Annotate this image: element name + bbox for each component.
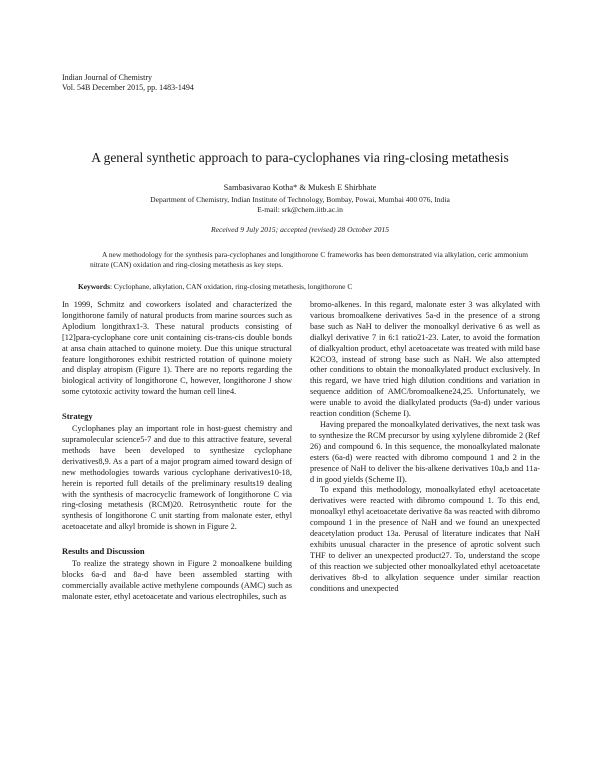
received-dates: Received 9 July 2015; accepted (revised) 28 October 2015: [210, 225, 390, 234]
keywords-label: Keywords: [78, 282, 111, 291]
left-column: [62, 300, 292, 603]
keywords: [78, 282, 528, 292]
affiliation-email: E-mail: srk@chem.iitb.ac.in: [257, 205, 343, 214]
right-paragraph-2: Having prepared the monoalkylated derivatives, the next task was to synthesize the RCM precursor by using xylylene dibromide 2 (Ref 26) and compound 6. In this sequence, the monoalkylated malonate esters (6a-d) were reacted with dibromo compound 1 and 2 in the presence of NaH to deliver the bis-alkene derivatives 10a,b and 11a-d in good yields (Scheme II).: [310, 419, 540, 484]
results-paragraph: To realize the strategy shown in Figure 2 monoalkene building blocks 6a-d and 8a-d have been assembled starting with commercially available active methylene compounds (AMC) such as malonate ester, ethyl acetoacetate and various electrophiles, such as: [62, 559, 292, 601]
keywords-text: : Cyclophane, alkylation, CAN oxidation, ring-closing metathesis, longithorone C: [110, 282, 353, 291]
intro-paragraph: In 1999, Schmitz and coworkers isolated and characterized the longithorone family of natural products from marine sources such as Aplodium longithrax1-3. These natural products consisting of [12]para-cyclophane core unit containing cis-trans-cis double bonds at ansa chain attached to quinone moiety. Due this unique structural feature longithorones exhibit restricted rotation of quinone moiety and display atropism (Figure 1). There are no reports regarding the biological activity of longithorone C, however, longithorone J show some cytotoxic activity toward the human cell line4.: [62, 300, 292, 397]
strategy-paragraph: Cyclophanes play an important role in host-guest chemistry and supramolecular science5-7 and due to this attractive feature, several methods have been developed to synthesize cyclophane derivatives8,9. As a part of a major program aimed toward design of new methodologies towards various cyclophane derivatives10-18, herein is reported full details of the preliminary results19 dealing with the synthesis of macrocyclic framework of longithorone C via ring-closing metathesis (RCM)20. Retrosynthetic route for the synthesis of longithorone C unit starting from malonate ester, ethyl acetoacetate and alkyl bromide is shown in Figure 2.: [62, 424, 292, 532]
author-affiliation: [0, 195, 600, 215]
right-paragraph-1: bromo-alkenes. In this regard, malonate ester 3 was alkylated with various bromoalkene derivatives 5a-d in the presence of a strong base such as NaH to deliver the monoalkyl derivative 6 as well as dialkyl derivative 7 in 6:1 ratio21-23. Later, to avoid the formation of dialkyaltion product, ethyl acetoacetate was treated with mild base K2CO3, instead of strong base such as NaH. We also attempted other conditions to obtain the monoalkylated product exclusively. In this regard, we have tried high dilution conditions and variation in sequence addition of AMC/bromoalkene24,25. Unfortunately, we were unable to avoid the dialkylated products (9a-d) under various reaction condition (Scheme I).: [310, 300, 540, 419]
article-title: A general synthetic approach to para-cyclophanes via ring-closing metathesis: [91, 150, 509, 165]
right-paragraph-3: To expand this methodology, monoalkylated ethyl acetoacetate derivatives were reacted with dibromo compound 1. To this end, monoalkyl ethyl acetoacetate derivative 8a was reacted with dibromo compound 1 in the presence of NaH and we found an unexpected deacetylation product 13a. Perusal of literature indicates that NaH exhibits unusual character in the presence of aprotic solvent such THF to deliver an unexpected product27. To, understand the scope of this reaction we subjected other monoalkylated ethyl acetoacetate derivatives 8b-d to alkylation sequence under similar reaction conditions and unexpected: [310, 485, 540, 593]
affiliation-address: Department of Chemistry, Indian Institute of Technology, Bombay, Powai, Mumbai 400 076, India: [150, 195, 450, 204]
results-heading: Results and Discussion: [62, 546, 145, 557]
right-column: [310, 300, 540, 594]
article-authors: Sambasivarao Kotha* & Mukesh E Shirbhate: [223, 183, 377, 192]
journal-header: [62, 73, 194, 93]
abstract: A new methodology for the synthesis para-cyclophanes and longithorone C frameworks has been demonstrated via alkylation, ceric ammonium nitrate (CAN) oxidation and ring-closing metathesis as key steps.: [90, 250, 528, 269]
journal-volume: Vol. 54B December 2015, pp. 1483-1494: [62, 83, 194, 92]
journal-name: Indian Journal of Chemistry: [62, 73, 152, 82]
strategy-heading: Strategy: [62, 411, 93, 422]
